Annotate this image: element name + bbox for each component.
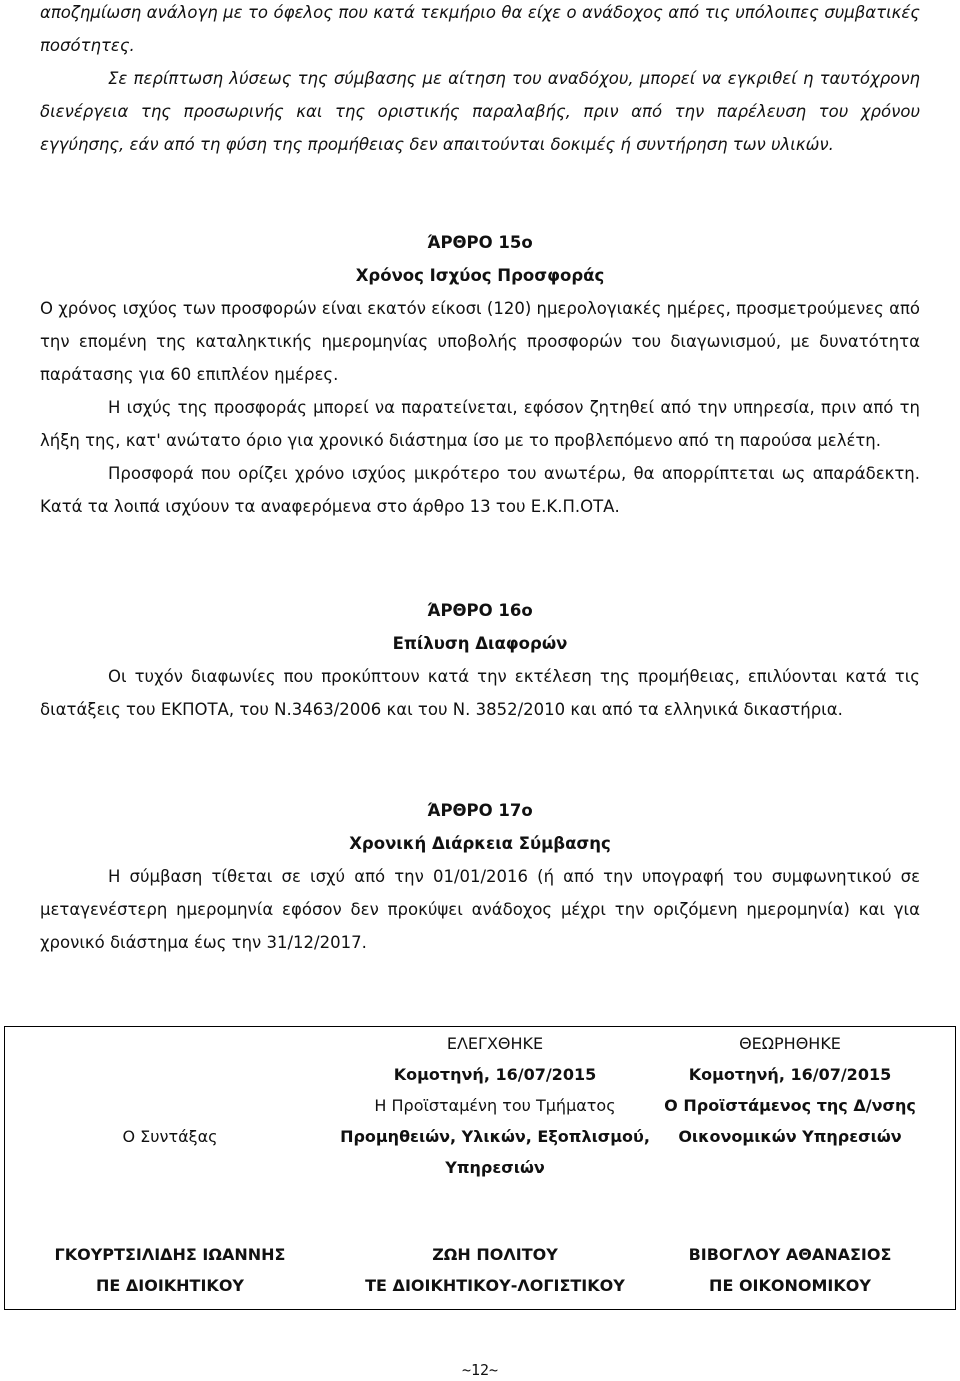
article-15 (40, 226, 920, 523)
approved-status: ΘΕΩΡΗΘΗΚΕ (739, 1034, 841, 1053)
approved-place-date: Κομοτηνή, 16/07/2015 (688, 1065, 892, 1084)
approved-grade: ΠΕ ΟΙΚΟΝΟΜΙΚΟΥ (709, 1276, 871, 1295)
composer-name: ΓΚΟΥΡΤΣΙΛΙΔΗΣ ΙΩΑΝΝΗΣ (54, 1245, 286, 1264)
article-15-paragraph-1: Ο χρόνος ισχύος των προσφορών είναι εκατόν είκοσι (120) ημερολογιακές ημέρες, προσμετρούμενες από την επομένη της καταληκτικής ημερομηνίας υποβολής προσφορών του διαγωνισμού, με δυνατότητα παράτασης για 60 επιπλέον ημέρες. (40, 299, 920, 384)
approved-role-line-1: Ο Προϊστάμενος της Δ/νσης (664, 1096, 916, 1115)
checked-role-line-3: Υπηρεσιών (445, 1158, 545, 1177)
article-15-title: Χρόνος Ισχύος Προσφοράς (355, 266, 605, 285)
approved-name: ΒΙΒΟΓΛΟΥ ΑΘΑΝΑΣΙΟΣ (688, 1245, 892, 1264)
article-15-paragraph-2: Η ισχύς της προσφοράς μπορεί να παρατείνεται, εφόσον ζητηθεί από την υπηρεσία, πριν από τη λήξη της, κατ' ανώτατο όριο για χρονικό διάστημα ίσο με το προβλεπόμενο από τη παρούσα μελέτη. (40, 398, 920, 450)
article-15-paragraph-3: Προσφορά που ορίζει χρόνο ισχύος μικρότερο του ανωτέρω, θα απορρίπτεται ως απαράδεκτη. Κατά τα λοιπά ισχύουν τα αναφερόμενα στο άρθρο 13 του Ε.Κ.Π.ΟΤΑ. (40, 464, 920, 516)
checked-name: ΖΩΗ ΠΟΛΙΤΟΥ (432, 1245, 558, 1264)
article-16 (40, 594, 920, 726)
signature-table (4, 1026, 956, 1310)
composer-grade: ΠΕ ΔΙΟΙΚΗΤΙΚΟΥ (95, 1276, 245, 1295)
article-16-title: Επίλυση Διαφορών (392, 634, 568, 653)
article-17 (40, 794, 920, 959)
checked-place-date: Κομοτηνή, 16/07/2015 (393, 1065, 597, 1084)
article-15-number: ΆΡΘΡΟ 15ο (427, 233, 533, 252)
checked-role-line-2: Προμηθειών, Υλικών, Εξοπλισμού, (340, 1127, 650, 1146)
approved-role-line-2: Οικονομικών Υπηρεσιών (678, 1127, 902, 1146)
intro-paragraph-2: Σε περίπτωση λύσεως της σύμβασης με αίτηση του αναδόχου, μπορεί να εγκριθεί η ταυτόχρονη διενέργεια της προσωρινής και της οριστικής παραλαβής, πριν από την παρέλευση του χρόνου εγγύησης, εάν από τη φύση της προμήθειας δεν απαιτούνται δοκιμές ή συντήρηση των υλικών. (40, 69, 920, 154)
article-17-paragraph-1: Η σύμβαση τίθεται σε ισχύ από την 01/01/2016 (ή από την υπογραφή του συμφωνητικού σε μεταγενέστερη ημερομηνία εφόσον δεν προκύψει ανάδοχος μέχρι την οριζόμενη ημερομηνία) και για χρονικό διάστημα έως την 31/12/2017. (40, 867, 920, 952)
composer-role: Ο Συντάξας (122, 1127, 218, 1146)
article-16-number: ΆΡΘΡΟ 16ο (427, 601, 533, 620)
article-17-title: Χρονική Διάρκεια Σύμβασης (349, 834, 611, 853)
checked-status: ΕΛΕΓΧΘΗΚΕ (446, 1034, 544, 1053)
intro-section (40, 0, 920, 161)
article-17-number: ΆΡΘΡΟ 17ο (427, 801, 533, 820)
page-number: ~12~ (461, 1361, 499, 1379)
checked-role-line-1: Η Προϊσταμένη του Τμήματος (374, 1096, 616, 1115)
checked-grade: ΤΕ ΔΙΟΙΚΗΤΙΚΟΥ-ΛΟΓΙΣΤΙΚΟΥ (365, 1276, 625, 1295)
intro-paragraph-1: αποζημίωση ανάλογη με το όφελος που κατά τεκμήριο θα είχε ο ανάδοχος από τις υπόλοιπες συμβατικές ποσότητες. (40, 3, 920, 55)
article-16-paragraph-1: Οι τυχόν διαφωνίες που προκύπτουν κατά την εκτέλεση της προμήθειας, επιλύονται κατά τις διατάξεις του ΕΚΠΟΤΑ, του Ν.3463/2006 και του Ν. 3852/2010 και από τα ελληνικά δικαστήρια. (40, 667, 920, 719)
